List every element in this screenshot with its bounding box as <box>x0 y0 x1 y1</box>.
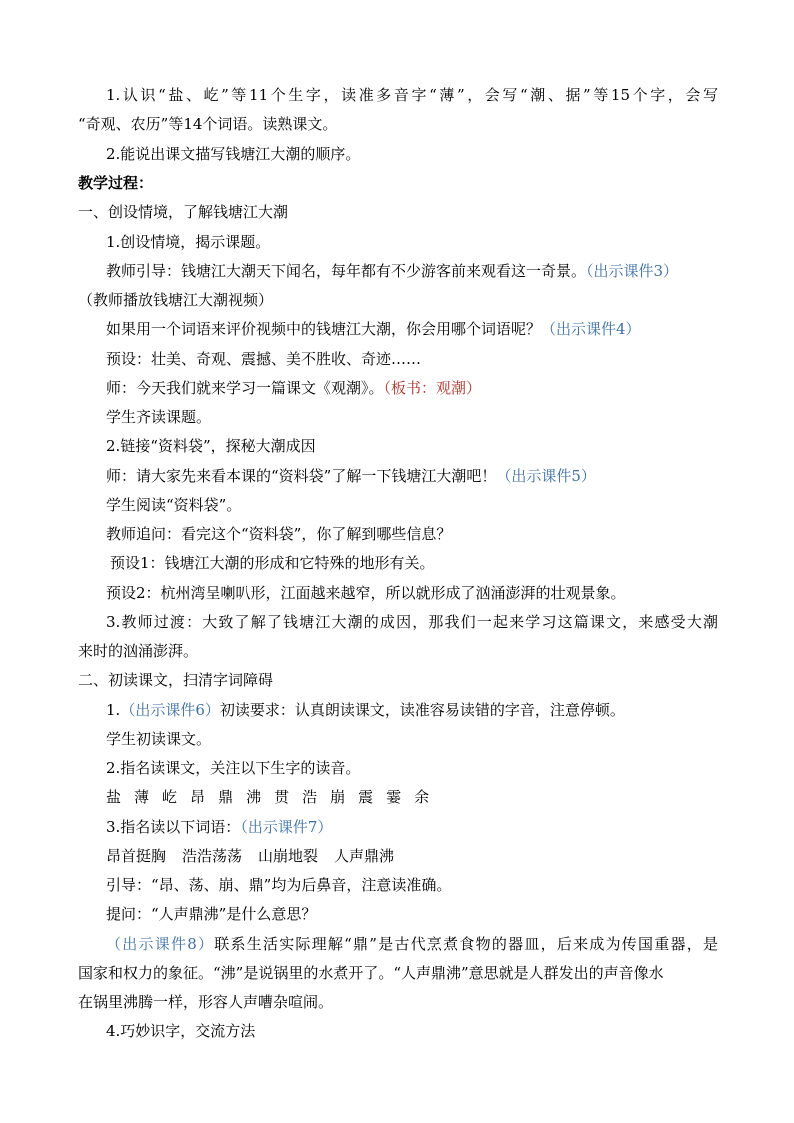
teacher-guide-line <box>106 261 678 281</box>
teacher-material-text: 师：请大家先来看本课的“资料袋”了解一下钱塘江大潮吧！ <box>106 467 497 485</box>
objective-2: 2.能说出课文描写钱塘江大潮的顺序。 <box>106 145 361 163</box>
courseware-8-note: （出示课件8） <box>106 935 215 953</box>
meaning-question: 提问：“人声鼎沸”是什么意思？ <box>106 905 317 923</box>
section-2-title: 二、初读课文，扫清字词障碍 <box>78 671 274 689</box>
step-3-line-1: 3.教师过渡：大致了解了钱塘江大潮的成因，那我们一起来学习这篇课文，来感受大潮 <box>106 613 718 631</box>
preset-1: 预设1：钱塘江大潮的形成和它特殊的地形有关。 <box>110 554 435 572</box>
courseware-6-note: （出示课件6） <box>120 701 220 719</box>
section-1-step-1: 1.创设情境，揭示课题。 <box>106 233 271 251</box>
section-2-step-4: 4.巧妙识字，交流方法 <box>106 1022 256 1040</box>
video-note: （教师播放钱塘江大潮视频） <box>78 291 274 309</box>
section-2-step-1 <box>106 700 625 720</box>
students-read-title: 学生齐读课题。 <box>106 408 212 426</box>
question-text: 如果用一个词语来评价视频中的钱塘江大潮，你会用哪个词语呢？ <box>106 320 542 338</box>
section-1-step-2: 2.链接“资料袋”，探秘大潮成因 <box>106 437 316 455</box>
teacher-today-text: 师：今天我们就来学习一篇课文《观潮》。 <box>106 379 384 397</box>
character: 薄 <box>134 788 150 806</box>
character: 昂 <box>190 788 206 806</box>
courseware-3-note: （出示课件3） <box>586 262 679 280</box>
character: 崩 <box>330 788 346 806</box>
teacher-guide-text: 教师引导：钱塘江大潮天下闻名，每年都有不少游客前来观看这一奇景。 <box>106 262 587 280</box>
vocabulary-word: 山崩地裂 <box>258 847 319 865</box>
teaching-process-heading: 教学过程： <box>78 174 154 192</box>
objective-1-line-1: 1.认识“盐、屹”等11个生字，读准多音字“薄”，会写“潮、据”等15个字，会写 <box>106 86 718 104</box>
character: 霎 <box>386 788 402 806</box>
courseware-7-note: （出示课件7） <box>240 818 333 836</box>
preset-words: 预设：壮美、奇观、震撼、美不胜收、奇迹…… <box>106 350 422 368</box>
teacher-today-line <box>106 378 481 398</box>
courseware-4-note: （出示课件4） <box>541 320 641 338</box>
section-1-title: 一、创设情境，了解钱塘江大潮 <box>78 203 289 221</box>
character: 余 <box>414 788 430 806</box>
board-note: （板书：观潮） <box>383 379 482 397</box>
explanation-line-1 <box>106 934 718 954</box>
teacher-followup: 教师追问：看完这个“资料袋”，你了解到哪些信息？ <box>106 525 452 543</box>
section-2-step-2: 2.指名读课文，关注以下生字的读音。 <box>106 759 361 777</box>
vocabulary-list <box>106 846 410 866</box>
character: 盐 <box>106 788 122 806</box>
question-line <box>106 319 641 339</box>
explanation-line-2: 国家和权力的象征。“沸”是说锅里的水煮开了。“人声鼎沸”意思就是人群发出的声音像水 <box>78 964 664 982</box>
courseware-5-note: （出示课件5） <box>496 467 596 485</box>
explanation-line-3: 在锅里沸腾一样，形容人声嘈杂喧闹。 <box>78 993 334 1011</box>
objective-1-line-2: “奇观、农历”等14个词语。读熟课文。 <box>78 115 338 133</box>
character: 震 <box>358 788 374 806</box>
explanation-text-1: 联系生活实际理解“鼎”是古代烹煮食物的器皿，后来成为传国重器，是 <box>214 935 719 953</box>
step-1-text: 初读要求：认真朗读课文，读准容易读错的字音，注意停顿。 <box>219 701 625 719</box>
character: 屹 <box>162 788 178 806</box>
character: 浩 <box>302 788 318 806</box>
vocabulary-word: 浩浩荡荡 <box>182 847 243 865</box>
step-3-text: 3.指名读以下词语： <box>106 818 241 836</box>
new-characters-list <box>106 787 442 807</box>
vocabulary-word: 昂首挺胸 <box>106 847 167 865</box>
students-read-material: 学生阅读“资料袋”。 <box>106 496 242 514</box>
section-2-step-3 <box>106 817 332 837</box>
step-1-number: 1. <box>106 701 121 719</box>
pronunciation-guide: 引导：“昂、荡、崩、鼎”均为后鼻音，注意读准确。 <box>106 876 452 894</box>
vocabulary-word: 人声鼎沸 <box>334 847 395 865</box>
teacher-material-line <box>106 466 596 486</box>
step-3-line-2: 来时的汹涌澎湃。 <box>78 642 199 660</box>
character: 沸 <box>246 788 262 806</box>
students-initial-read: 学生初读课文。 <box>106 730 212 748</box>
character: 鼎 <box>218 788 234 806</box>
preset-2: 预设2：杭州湾呈喇叭形，江面越来越窄，所以就形成了汹涌澎湃的壮观景象。 <box>106 584 626 602</box>
character: 贯 <box>274 788 290 806</box>
